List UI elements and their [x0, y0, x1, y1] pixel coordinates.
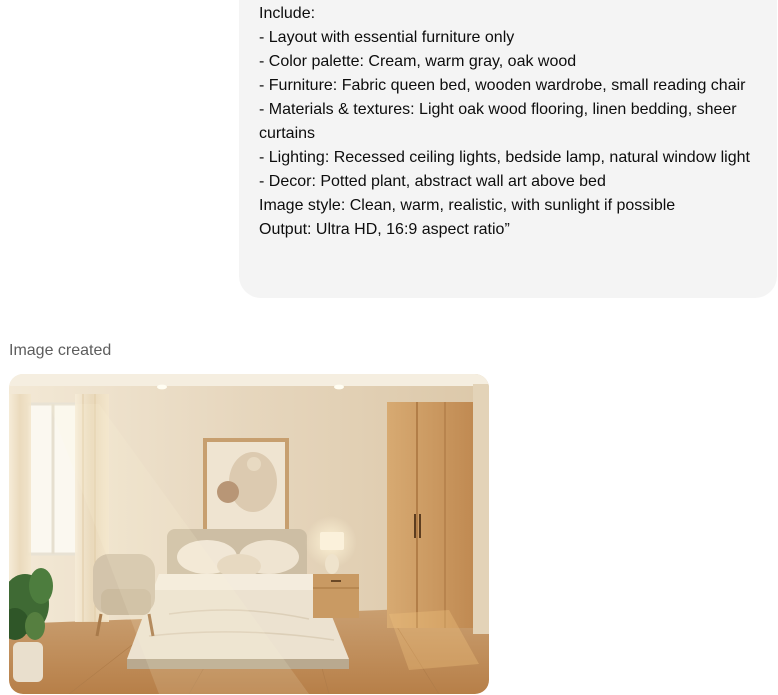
prompt-line: Output: Ultra HD, 16:9 aspect ratio”	[259, 221, 510, 238]
bedroom-illustration	[9, 374, 489, 694]
prompt-line: - Materials & textures: Light oak wood flooring, linen bedding, sheer curtains	[259, 101, 737, 142]
prompt-line: - Decor: Potted plant, abstract wall art above bed	[259, 173, 606, 190]
prompt-line: - Color palette: Cream, warm gray, oak wood	[259, 53, 577, 70]
recessed-light	[157, 385, 167, 390]
recessed-light	[334, 385, 344, 390]
generated-image[interactable]	[9, 374, 489, 694]
ceiling	[9, 374, 489, 386]
bedside-lamp-shade	[320, 532, 344, 550]
prompt-line: Image style: Clean, warm, realistic, with sunlight if possible	[259, 197, 676, 214]
prompt-line: - Layout with essential furniture only	[259, 29, 515, 46]
bedside-lamp-base	[325, 554, 339, 574]
image-created-label: Image created	[9, 342, 112, 359]
prompt-line: - Lighting: Recessed ceiling lights, bedside lamp, natural window light	[259, 149, 750, 166]
user-prompt-bubble	[239, 0, 777, 298]
prompt-line: Include:	[259, 5, 316, 22]
prompt-line: - Furniture: Fabric queen bed, wooden wardrobe, small reading chair	[259, 77, 746, 94]
oak-wardrobe	[387, 402, 473, 628]
plant-pot	[13, 642, 43, 682]
